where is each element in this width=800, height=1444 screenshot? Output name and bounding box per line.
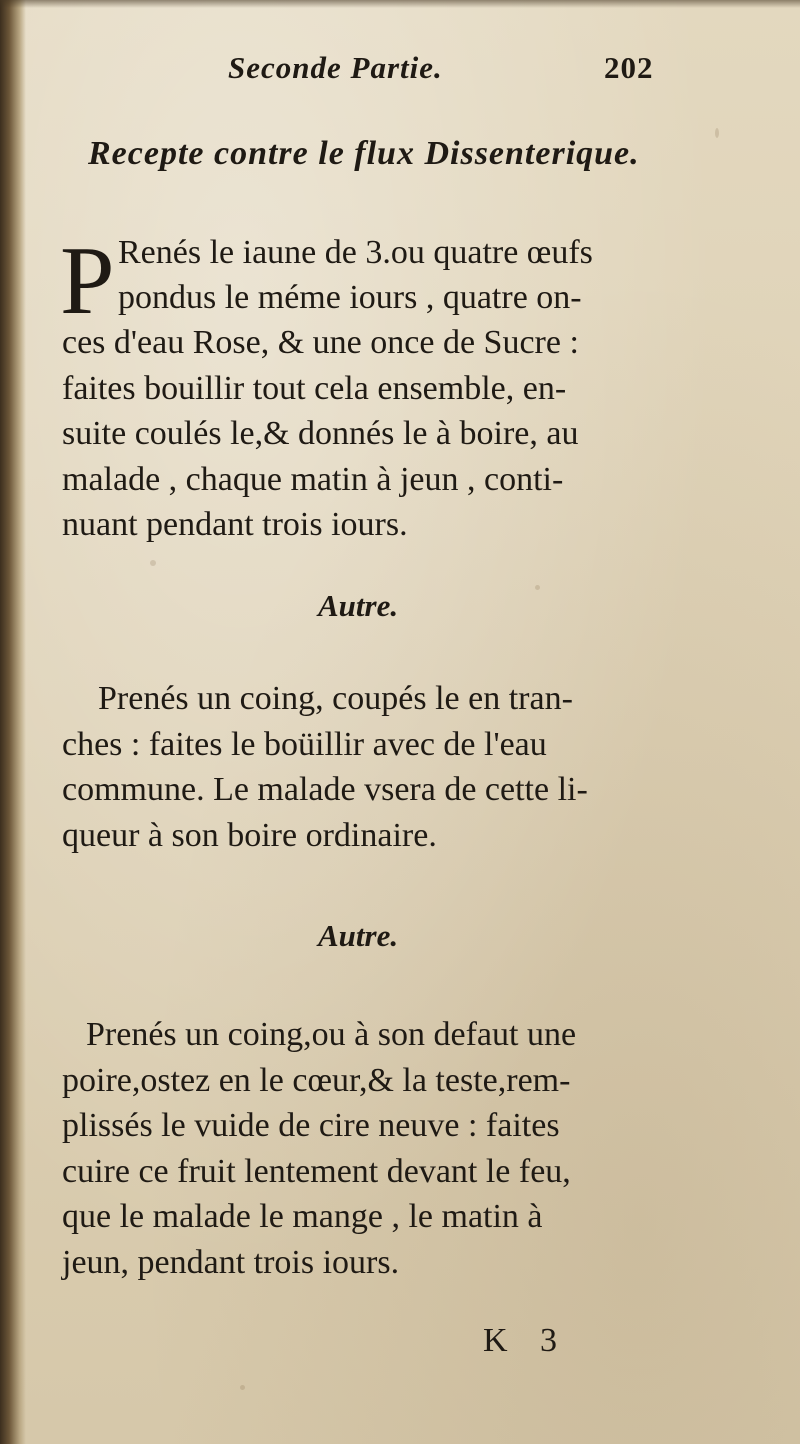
paragraph-line: que le malade le mange , le matin à (62, 1198, 543, 1235)
section-paragraph (62, 676, 682, 858)
foxing-spot (240, 1385, 245, 1390)
paragraph-line: commune. Le malade vsera de cette li- (62, 771, 588, 808)
paragraph-line: malade , chaque matin à jeun , conti- (62, 460, 564, 498)
drop-cap: P (60, 227, 115, 335)
paragraph-line: jeun, pendant trois iours. (62, 1243, 400, 1281)
signature-mark: K 3 (483, 1322, 570, 1359)
paragraph-line: Prenés un coing,ou à son defaut une (86, 1016, 577, 1053)
paragraph-line: Renés le iaune de 3.ou quatre œufs (118, 234, 593, 271)
recipe-title: Recepte contre le flux Dissenterique. (88, 135, 640, 172)
page-top-edge (0, 0, 800, 8)
running-head: Seconde Partie. (228, 50, 443, 85)
page-number: 202 (604, 50, 654, 85)
section-paragraph (62, 1012, 682, 1285)
paragraph-line: Prenés un coing, coupés le en tran- (98, 680, 573, 717)
paragraph-line: suite coulés le,& donnés le à boire, au (62, 415, 579, 452)
recipe-paragraph (62, 320, 682, 548)
paragraph-line: nuant pendant trois iours. (62, 506, 408, 543)
paragraph-line: queur à son boire ordinaire. (62, 816, 437, 854)
paragraph-line: pondus le méme iours , quatre on- (118, 279, 582, 316)
binding-gutter (0, 0, 26, 1444)
paragraph-line: ches : faites le boüillir avec de l'eau (62, 725, 547, 763)
paragraph-line: poire,ostez en le cœur,& la teste,rem- (62, 1061, 571, 1099)
foxing-spot (150, 560, 156, 566)
paragraph-line: plissés le vuide de cire neuve : faites (62, 1107, 560, 1144)
paragraph-line: ces d'eau Rose, & une once de Sucre : (62, 324, 579, 361)
section-subheading: Autre. (318, 588, 399, 623)
section-subheading: Autre. (318, 918, 399, 953)
paragraph-line: cuire ce fruit lentement devant le feu, (62, 1152, 571, 1190)
paragraph-line: faites bouillir tout cela ensemble, en- (62, 369, 567, 407)
foxing-spot (715, 128, 719, 138)
foxing-spot (535, 585, 540, 590)
